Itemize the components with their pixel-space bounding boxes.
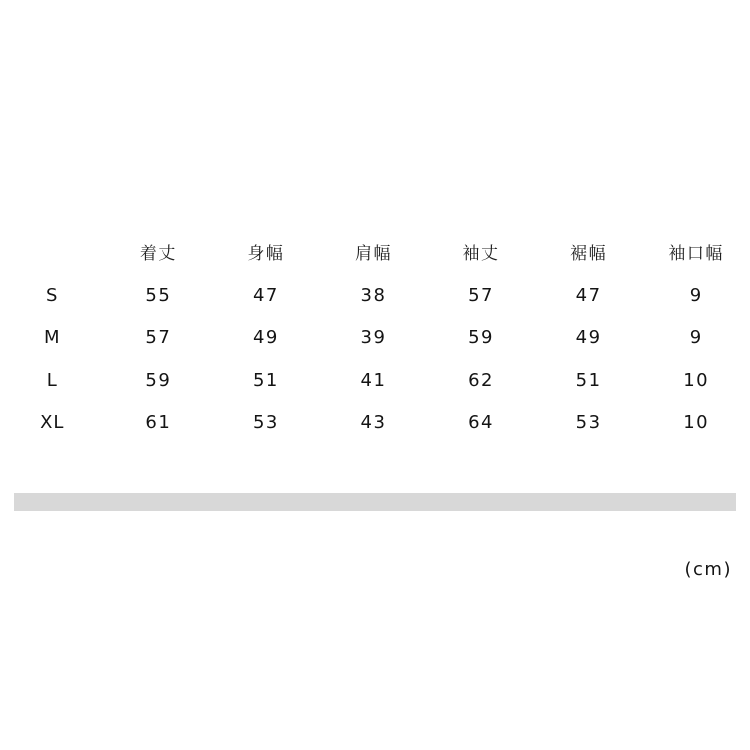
cell-cuff-width: 9 [689, 284, 703, 306]
cell-sleeve-length: 57 [468, 284, 494, 306]
size-chart-table [0, 228, 750, 444]
cell-body-length: 59 [145, 369, 172, 391]
unit-note: (cm) [684, 559, 732, 580]
row-size-label: S [46, 284, 59, 306]
cell-sleeve-length: 64 [468, 412, 494, 434]
cell-sleeve-length: 62 [468, 369, 494, 391]
table-header-row [0, 228, 750, 274]
table-header [0, 228, 750, 274]
table-row [0, 317, 750, 360]
row-size-label: M [44, 327, 61, 349]
cell-sleeve-length: 59 [468, 327, 494, 349]
table-body [0, 274, 750, 444]
cell-hem-width: 47 [575, 284, 602, 306]
cell-body-length: 55 [145, 284, 172, 306]
cell-body-length: 57 [145, 327, 172, 349]
cell-chest-width: 51 [252, 369, 279, 391]
table-row [0, 402, 750, 445]
row-size-label: XL [40, 412, 65, 434]
column-header-hem-width: 裾幅 [570, 243, 608, 264]
table-corner-cell [0, 228, 105, 274]
cell-hem-width: 51 [575, 369, 602, 391]
cell-hem-width: 53 [575, 412, 602, 434]
cell-chest-width: 47 [252, 284, 279, 306]
cell-shoulder-width: 41 [360, 369, 387, 391]
column-header-sleeve-length: 袖丈 [462, 243, 500, 264]
cell-shoulder-width: 43 [360, 412, 387, 434]
cell-shoulder-width: 38 [360, 284, 387, 306]
cell-chest-width: 53 [252, 412, 279, 434]
cell-body-length: 61 [145, 412, 172, 434]
cell-shoulder-width: 39 [360, 327, 387, 349]
column-header-chest-width: 身幅 [247, 243, 285, 264]
divider-bar [14, 493, 736, 511]
column-header-body-length: 着丈 [139, 243, 177, 264]
cell-hem-width: 49 [575, 327, 602, 349]
table-row [0, 359, 750, 402]
cell-cuff-width: 10 [683, 369, 710, 391]
table-row [0, 274, 750, 317]
cell-chest-width: 49 [252, 327, 279, 349]
column-header-shoulder-width: 肩幅 [354, 243, 392, 264]
row-size-label: L [46, 369, 58, 391]
cell-cuff-width: 9 [689, 327, 703, 349]
column-header-cuff-width: 袖口幅 [668, 243, 724, 264]
cell-cuff-width: 10 [683, 412, 710, 434]
